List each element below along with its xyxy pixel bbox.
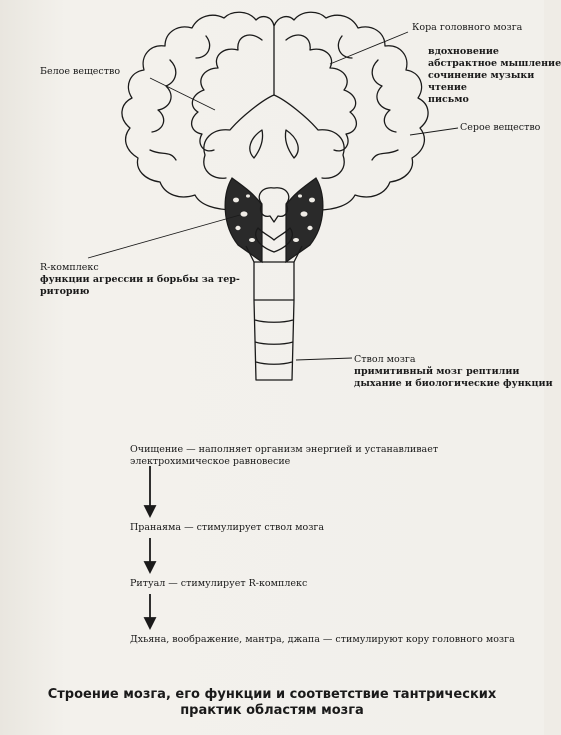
brainstem-segment-2 bbox=[255, 320, 293, 322]
flow-step-4-line-1: Дхьяна, воображение, мантра, джапа — стимулируют кору головного мозга bbox=[130, 634, 515, 645]
r-complex-label bbox=[40, 262, 240, 298]
brainstem-label bbox=[354, 354, 553, 390]
flow-step-pranayama bbox=[130, 522, 324, 534]
cortex-function-1: вдохновение bbox=[428, 46, 499, 57]
r-complex-line-2: риторию bbox=[40, 286, 90, 297]
ventricle-left bbox=[250, 130, 263, 158]
leader-brainstem bbox=[296, 358, 352, 360]
r-complex-shape bbox=[225, 178, 323, 262]
r-complex-title: R-комплекс bbox=[40, 262, 99, 273]
brainstem-segment-3 bbox=[255, 342, 293, 344]
white-matter-boundary bbox=[204, 95, 344, 178]
flow-arrows bbox=[145, 466, 155, 628]
leader-white-matter bbox=[150, 78, 215, 110]
cortex-label bbox=[412, 22, 522, 34]
flow-step-cleansing bbox=[130, 444, 438, 468]
cortex-function-5: письмо bbox=[428, 94, 469, 105]
brainstem-line-1: примитивный мозг рептилии bbox=[354, 366, 520, 377]
leader-r-complex bbox=[88, 215, 240, 258]
flow-step-1-line-2: электрохимическое равновесие bbox=[130, 456, 291, 467]
caption-line-2: практик областям мозга bbox=[180, 703, 364, 718]
ventricle-right bbox=[285, 130, 298, 158]
flow-step-3-line-1: Ритуал — стимулирует R-комплекс bbox=[130, 578, 308, 589]
flow-step-2-line-1: Пранаяма — стимулирует ствол мозга bbox=[130, 522, 325, 533]
limbic-structure bbox=[259, 188, 289, 222]
cortex-inner-left bbox=[150, 35, 262, 160]
cortex-title: Кора головного мозга bbox=[412, 22, 523, 33]
gray-matter-label: Серое вещество bbox=[460, 122, 541, 133]
cortex-outline bbox=[122, 12, 428, 210]
cortex-inner-right bbox=[286, 35, 398, 160]
r-complex-line-1: функции агрессии и борьбы за тер- bbox=[40, 274, 240, 285]
figure-caption bbox=[0, 687, 544, 719]
cortex-function-2: абстрактное мышление bbox=[428, 58, 561, 69]
cortex-function-3: сочинение музыки bbox=[428, 70, 535, 81]
caption-line-1: Строение мозга, его функции и соответствие тантрических bbox=[47, 687, 497, 702]
brainstem-title: Ствол мозга bbox=[354, 354, 416, 365]
flow-step-dhyana bbox=[130, 634, 515, 646]
cortex-function-4: чтение bbox=[428, 82, 467, 93]
brainstem-segment-4 bbox=[256, 362, 292, 364]
cortex-functions bbox=[428, 46, 561, 106]
white-matter-label: Белое вещество bbox=[40, 66, 121, 77]
leader-gray-matter bbox=[410, 128, 458, 135]
flow-step-ritual bbox=[130, 578, 307, 590]
flow-step-1-line-1: Очищение — наполняет организм энергией и устанавливает bbox=[130, 444, 439, 455]
brainstem-line-2: дыхание и биологические функции bbox=[354, 378, 553, 389]
